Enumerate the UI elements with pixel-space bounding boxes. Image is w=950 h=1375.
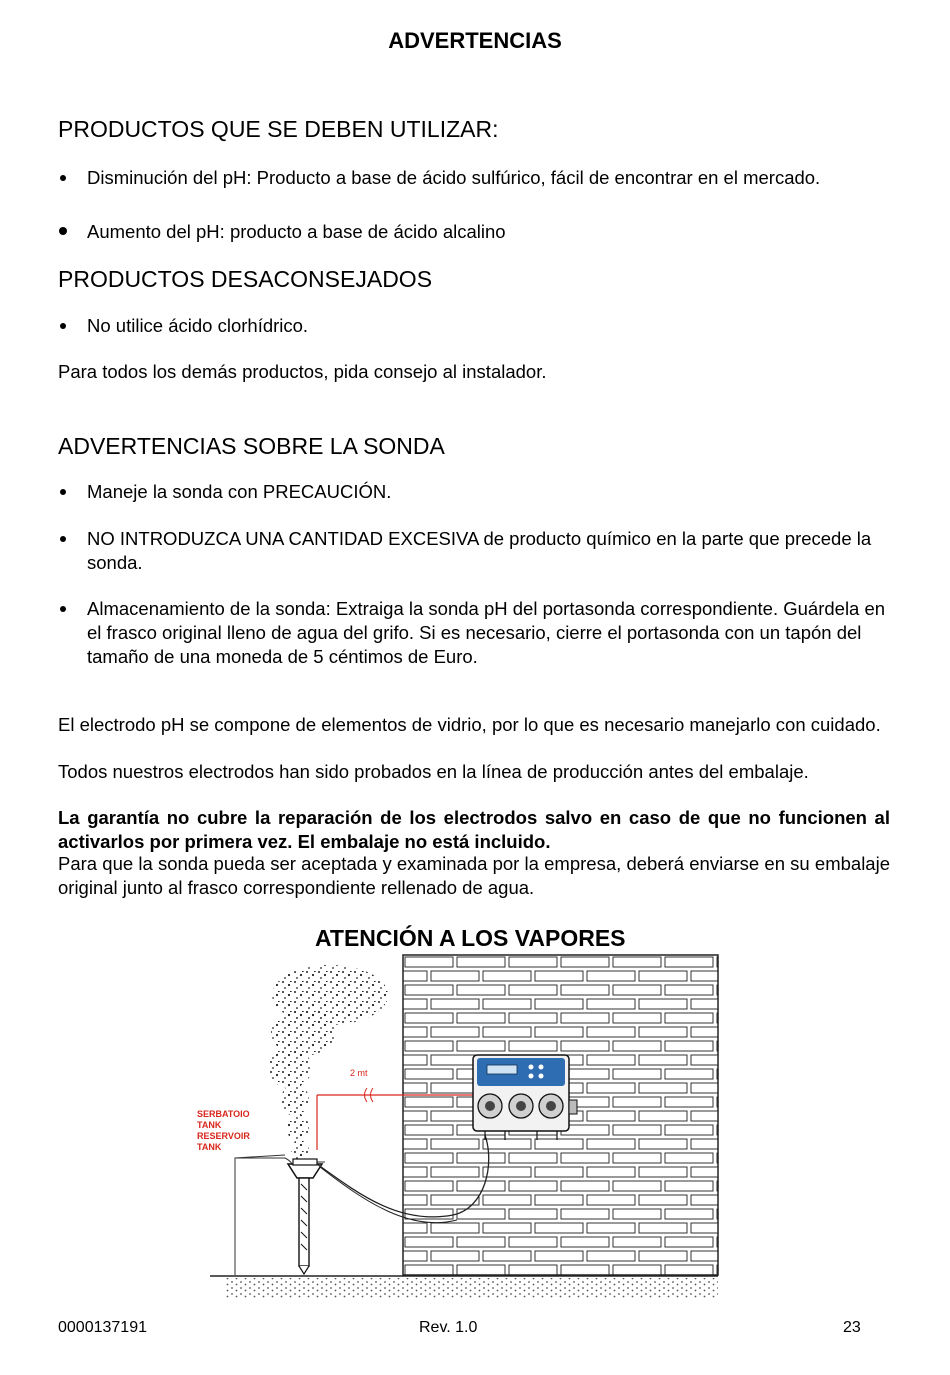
dosing-pump-icon <box>473 1055 577 1140</box>
warranty-paragraph: La garantía no cubre la reparación de los electrodos salvo en caso de que no funcionen al activarlos por primera vez. El embalaje no está incluido. <box>58 807 890 852</box>
vapors-heading: ATENCIÓN A LOS VAPORES <box>315 925 626 951</box>
tank-label: SERBATOIO <box>197 1109 250 1119</box>
tank-label: RESERVOIR <box>197 1131 250 1141</box>
list-item: Maneje la sonda con PRECAUCIÓN. <box>87 481 392 502</box>
list-item: NO INTRODUZCA UNA CANTIDAD EXCESIVA de producto químico en la parte que precede la sonda. <box>87 528 872 573</box>
revision-label: Rev. 1.0 <box>419 1319 478 1336</box>
installer-note: Para todos los demás productos, pida consejo al instalador. <box>58 361 547 382</box>
tested-paragraph: Todos nuestros electrodos han sido probados en la línea de producción antes del embalaje. <box>58 761 809 782</box>
distance-label: 2 mt <box>350 1068 368 1078</box>
tank-label: TANK <box>197 1142 222 1152</box>
tank-label: TANK <box>197 1120 222 1130</box>
probe-icon <box>288 1159 322 1274</box>
ground <box>225 1278 718 1298</box>
return-paragraph: Para que la sonda pueda ser aceptada y examinada por la empresa, deberá enviarse en su embalaje original junto al frasco correspondiente rellenado de agua. <box>58 853 890 898</box>
list-item: Disminución del pH: Producto a base de ácido sulfúrico, fácil de encontrar en el mercado. <box>87 167 821 188</box>
tank <box>235 1158 293 1275</box>
list-item: Aumento del pH: producto a base de ácido alcalino <box>87 221 506 242</box>
vapor-cloud <box>268 965 388 1160</box>
page-number: 23 <box>843 1319 861 1336</box>
probe-heading: ADVERTENCIAS SOBRE LA SONDA <box>58 433 445 459</box>
electrode-paragraph: El electrodo pH se compone de elementos de vidrio, por lo que es necesario manejarlo con cuidado. <box>58 714 881 735</box>
list-item: Almacenamiento de la sonda: Extraiga la sonda pH del portasonda correspondiente. Guárdela en el frasco original lleno de agua del grifo. Si es necesario, cierre el portasonda con un tapón del tamaño de una moneda de 5 céntimos de Euro. <box>87 598 886 667</box>
list-item: No utilice ácido clorhídrico. <box>87 315 309 336</box>
discouraged-heading: PRODUCTOS DESACONSEJADOS <box>58 266 433 292</box>
document-code: 0000137191 <box>58 1319 147 1336</box>
vapors-illustration <box>185 950 725 1305</box>
products-heading: PRODUCTOS QUE SE DEBEN UTILIZAR: <box>58 116 499 142</box>
page-title: ADVERTENCIAS <box>388 28 562 53</box>
